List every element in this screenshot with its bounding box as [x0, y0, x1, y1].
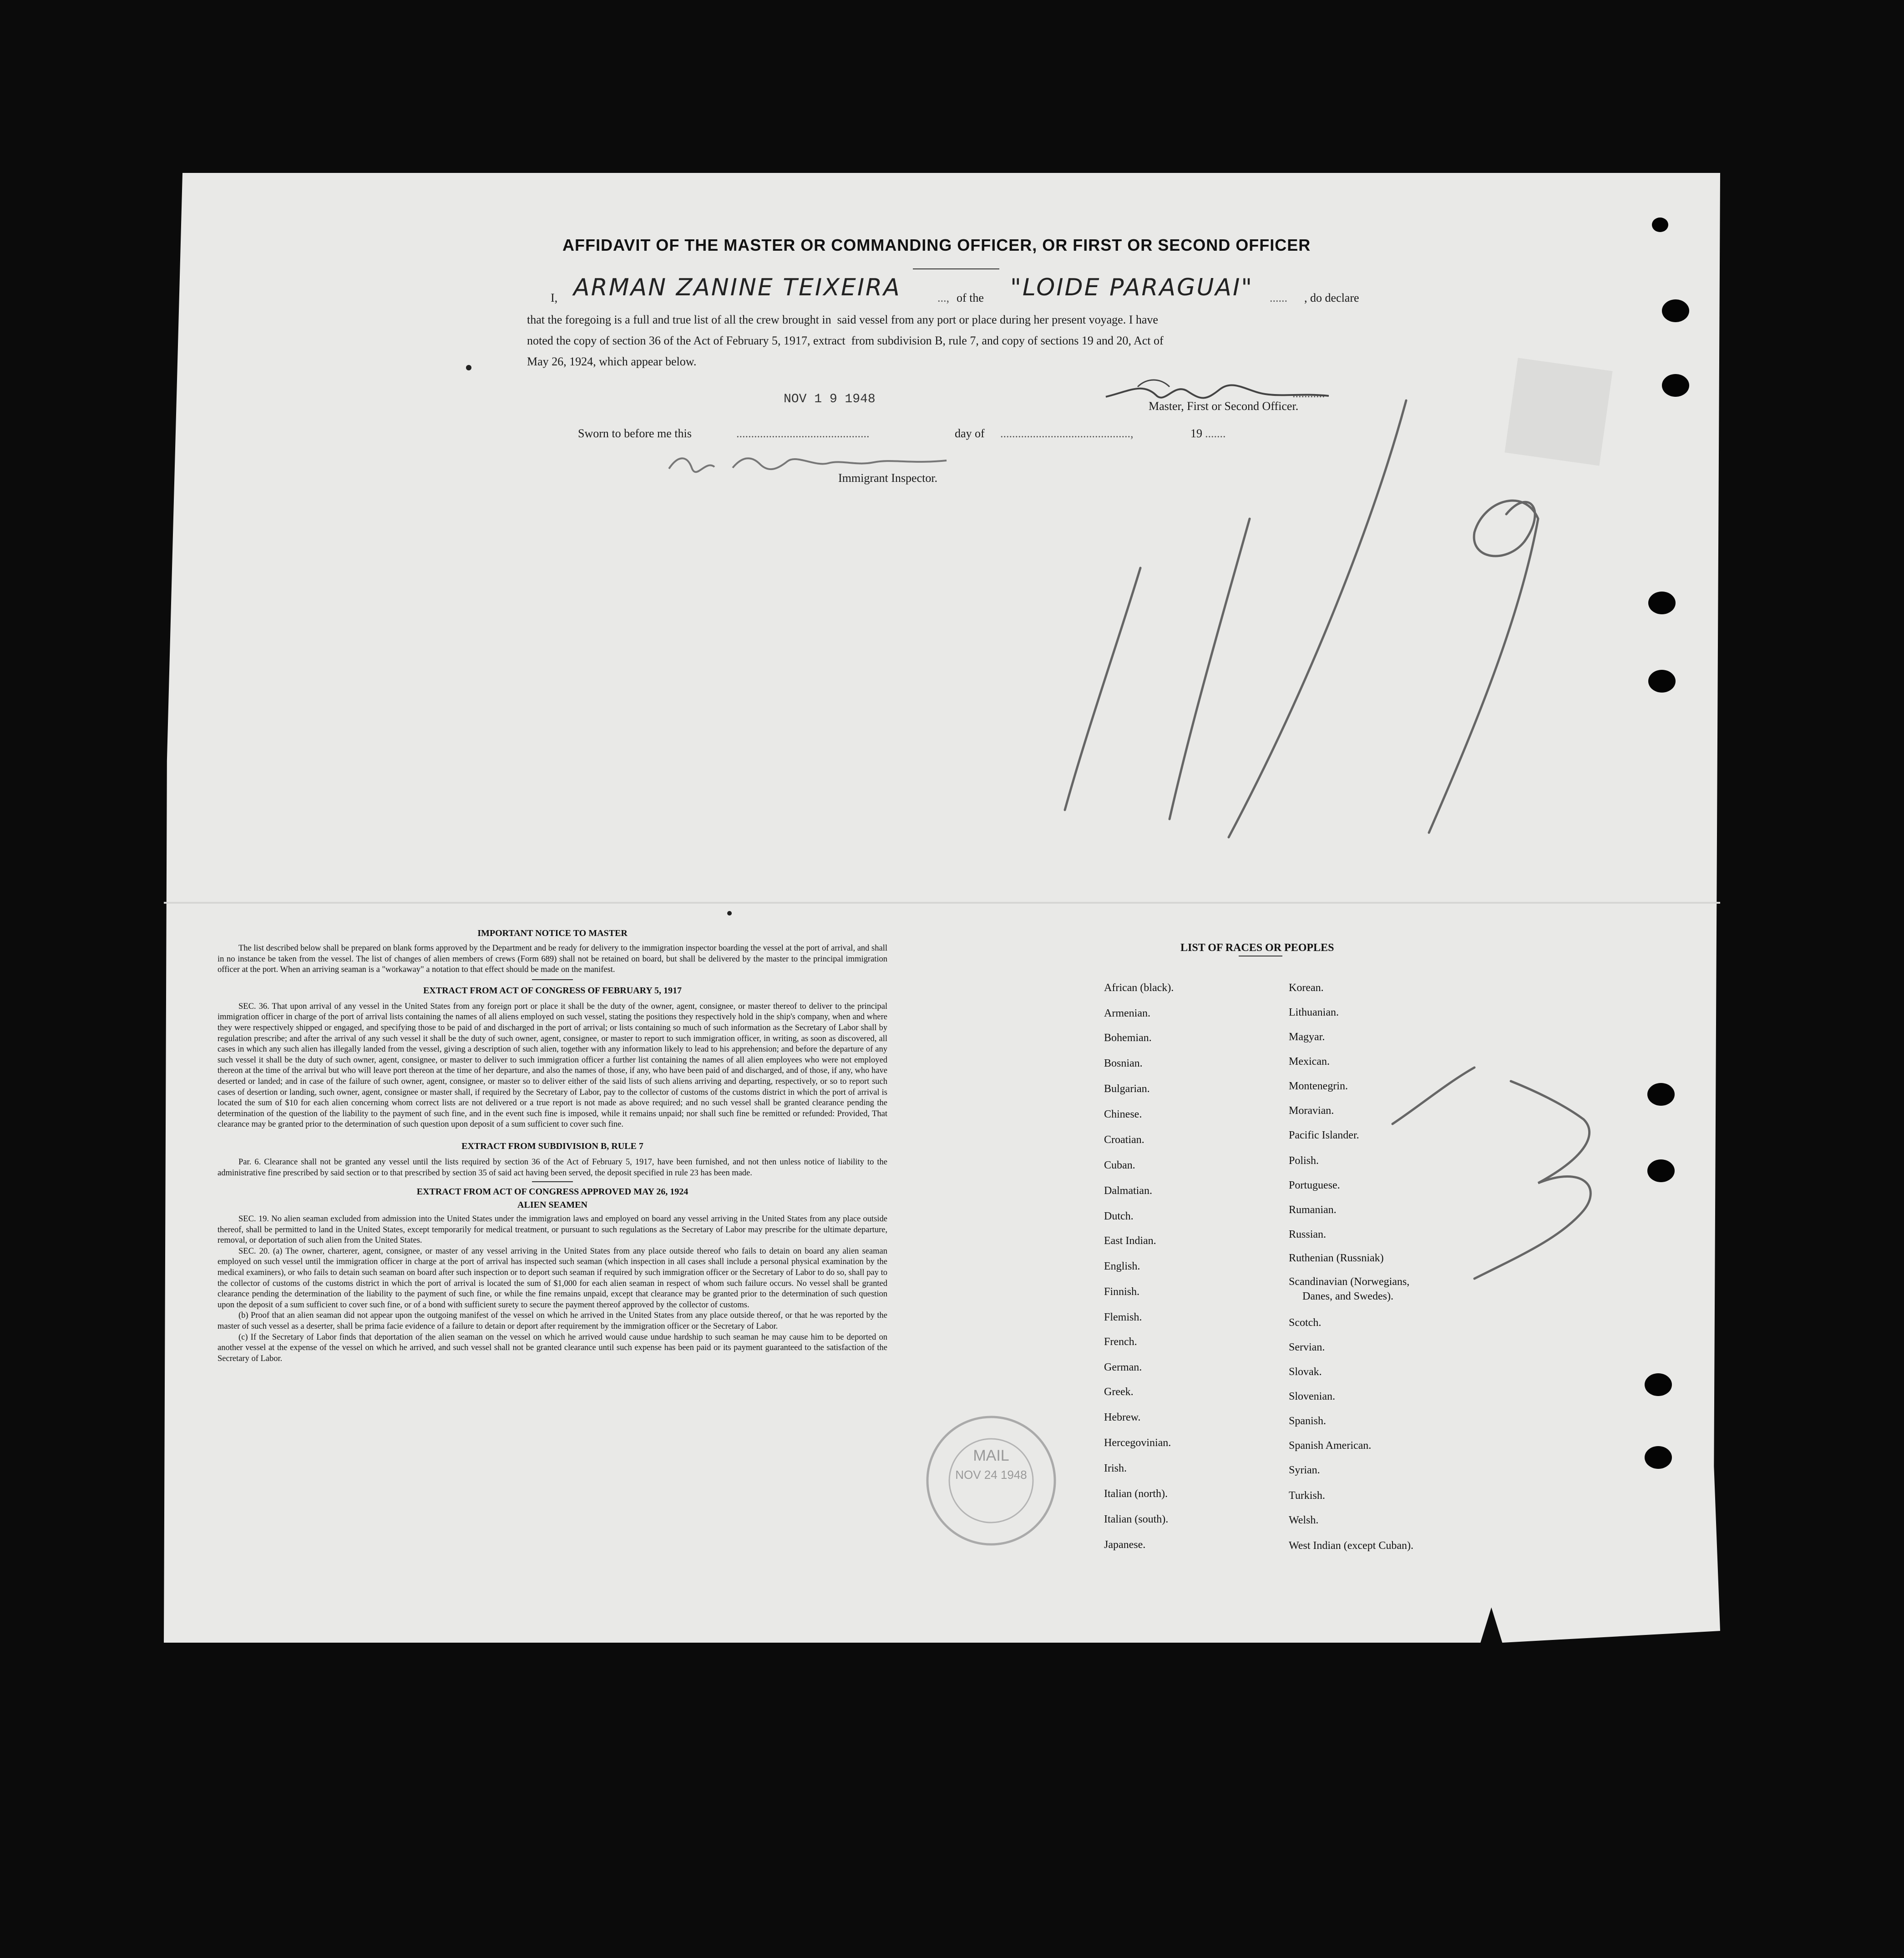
race-right-item: Ruthenian (Russniak) — [1289, 1252, 1384, 1264]
race-left-item: Irish. — [1104, 1462, 1127, 1474]
sec20b-body: (b) Proof that an alien seaman did not appear upon the outgoing manifest of the vessel on which he arrived in the United States from any place outside thereof, or that he was reported by the master of such vessel as a deserter, shall be prima facie evidence of a failure to detain or deport after requirement by the immigration officer or the Secretary of Labor. — [218, 1311, 887, 1331]
notice-heading: IMPORTANT NOTICE TO MASTER — [477, 928, 628, 938]
extract-1924-subheading: ALIEN SEAMEN — [517, 1200, 587, 1210]
race-left-item: Chinese. — [1104, 1108, 1142, 1120]
race-right-item: Danes, and Swedes). — [1302, 1290, 1393, 1302]
postmark-mail: MAIL — [973, 1447, 1009, 1464]
race-left-item: English. — [1104, 1260, 1140, 1272]
dotted-leader: ...... — [1270, 291, 1287, 304]
race-left-item: Flemish. — [1104, 1311, 1142, 1323]
race-left-item: Cuban. — [1104, 1159, 1135, 1171]
race-right-item: Korean. — [1289, 982, 1324, 994]
race-right-item: Polish. — [1289, 1155, 1319, 1167]
race-left-item: Finnish. — [1104, 1286, 1140, 1298]
year-prefix-label: 19 — [1190, 427, 1202, 440]
race-left-item: Italian (north). — [1104, 1488, 1168, 1500]
race-right-item: Russian. — [1289, 1229, 1327, 1240]
race-right-item: Magyar. — [1289, 1031, 1325, 1043]
race-right-item: Turkish. — [1289, 1490, 1325, 1502]
postmark-date: NOV 24 1948 — [955, 1468, 1027, 1482]
race-right-item: Syrian. — [1289, 1464, 1320, 1476]
race-left-item: African (black). — [1104, 982, 1174, 994]
do-declare-label: , do declare — [1304, 291, 1359, 304]
race-left-item: Armenian. — [1104, 1007, 1150, 1019]
sworn-before-label: Sworn to before me this — [578, 427, 692, 440]
race-right-item: West Indian (except Cuban). — [1289, 1540, 1413, 1552]
sec20c-body: (c) If the Secretary of Labor finds that deportation of the alien seaman on the vessel on which he arrived would cause undue hardship to such seaman he may cause him to be deported on another vessel at the expense of the vessel on which he arrived, and such vessel shall not be granted clearance until such expense has been paid or its payment guaranteed to the satisfaction of the Secretary of Labor. — [218, 1332, 887, 1363]
race-right-item: Slovenian. — [1289, 1391, 1335, 1402]
dotted-leader: ........... — [1292, 387, 1325, 400]
sec20a-body: SEC. 20. (a) The owner, charterer, agent, consignee, or master of any vessel arriving in the United States from any place outside thereof who fails to detain on board any alien seaman employed on such vessel until the immigration officer in charge at the port of arrival has inspected such seaman (which inspection in all cases shall include a personal physical examination by the medical examiners), or who fails to detain such seaman on board after such inspection or to deport such seaman if required by such immigration officer or the Secretary of Labor to do so, shall pay to the collector of customs of the customs district in which the port of arrival is located the sum of $1,000 for each alien seaman in respect of whom such failure occurs. No vessel shall be granted clearance pending the determination of the liability to the payment of such fine, or while the fine remains unpaid, except that clearance may be granted prior to the determination of such question upon the deposit of a sum sufficient to cover such fine, or of a bond with sufficient surety to secure the payment thereof approved by the collector of customs. — [218, 1246, 887, 1310]
race-left-item: Dutch. — [1104, 1210, 1134, 1222]
master-caption: Master, First or Second Officer. — [1149, 400, 1299, 413]
master-name-handwritten: ARMAN ZANINE TEIXEIRA — [573, 274, 901, 301]
race-right-item: Spanish American. — [1289, 1440, 1372, 1452]
day-of-label: day of — [955, 427, 985, 440]
race-right-item: Scandinavian (Norwegians, — [1289, 1276, 1410, 1288]
race-right-item: Welsh. — [1289, 1514, 1319, 1526]
race-left-item: Italian (south). — [1104, 1513, 1169, 1525]
date-stamp: NOV 1 9 1948 — [784, 392, 876, 406]
race-right-item: Moravian. — [1289, 1105, 1334, 1117]
extract-1917-heading: EXTRACT FROM ACT OF CONGRESS OF FEBRUARY 5, 1917 — [423, 985, 682, 996]
race-left-item: Bosnian. — [1104, 1057, 1143, 1069]
inspector-caption: Immigrant Inspector. — [838, 471, 938, 485]
race-right-item: Servian. — [1289, 1341, 1325, 1353]
race-right-item: Scotch. — [1289, 1317, 1322, 1329]
rule7-heading: EXTRACT FROM SUBDIVISION B, RULE 7 — [461, 1141, 643, 1151]
race-left-item: Hebrew. — [1104, 1412, 1141, 1423]
dotted-leader: ............................................, — [1000, 427, 1134, 440]
race-left-item: Bohemian. — [1104, 1032, 1152, 1044]
dotted-leader: ....... — [1205, 427, 1226, 440]
affidavit-line-3: noted the copy of section 36 of the Act of February 5, 1917, extract from subdivision B, rule 7, and copy of sections 19 and 20, Act of — [527, 334, 1164, 347]
ink-dot — [727, 911, 732, 916]
race-right-item: Montenegrin. — [1289, 1080, 1348, 1092]
race-right-item: Spanish. — [1289, 1415, 1327, 1427]
affidavit-title: AFFIDAVIT OF THE MASTER OR COMMANDING OFFICER, OR FIRST OR SECOND OFFICER — [562, 236, 1311, 254]
race-right-item: Lithuanian. — [1289, 1007, 1339, 1018]
notice-body: The list described below shall be prepared on blank forms approved by the Department and be ready for delivery to the immigration inspector boarding the vessel at the port of arrival, and shall in no instance be taken from the vessel. The list of changes of alien members of crews (Form 689) shall not be retained on board, but shall be delivered by the master to the principal immigration officer at the port. When an arriving seaman is a "workaway" a notation to that effect should be made on the manifest. — [218, 944, 887, 975]
vessel-name-handwritten: "LOIDE PARAGUAI" — [1010, 274, 1254, 301]
race-left-item: German. — [1104, 1361, 1142, 1373]
race-left-item: Dalmatian. — [1104, 1185, 1152, 1197]
i-label: I, — [551, 291, 558, 304]
race-right-item: Portuguese. — [1289, 1179, 1340, 1191]
extract-1917-body: SEC. 36. That upon arrival of any vessel in the United States from any foreign port or place it shall be the duty of the owner, agent, consignee, or master thereof to deliver to the principal immigration officer in charge of the port of arrival lists containing the names of all aliens employed on such vessel, stating the positions they respectively hold in the ship's company, when and where they were respectively shipped or engaged, and specifying those to be paid of and discharged in the port of arrival; or lists containing so much of such information as the Secretary of Labor shall by regulation prescribe; and after the arrival of any such vessel it shall be the duty of such owner, agent, consignee, or master to report to such immigration officer, in writing, as soon as discovered, all cases in which any such alien has illegally landed from the vessel, giving a description of such alien, together with any information likely to lead to his apprehension; and before the departure of any such vessel it shall be the duty of such owner, agent, consignee, or master to deliver to such immigration officer a further list containing the names of all alien employees who were not employed thereon at the time of the arrival but who will leave port thereon at the time of her departure, and also the names of those, if any, who have been paid of and discharged, and of those, if any, who have deserted or landed; and in case of the failure of such owner, agent, consignee, or master so to deliver either of the said lists of such aliens arriving and departing, respectively, or so to report such cases of desertion or landing, such owner, agent, consignee or master shall, if required by the Secretary of Labor, pay to the collector of customs of the customs district in which the port of arrival is located the sum of $10 for each alien concerning whom correct lists are not delivered or a true report is not made as above required; and no such vessel shall be granted clearance pending the determination of the question of the liability to the payment of such fine, and in the event such fine is imposed, while it remains unpaid; nor shall such fine be remitted or refunded: Provided, That clearance may be granted prior to the determination of such question upon deposit of a sum sufficient to cover such fine. — [218, 1002, 887, 1129]
race-right-item: Slovak. — [1289, 1366, 1322, 1378]
race-left-item: Croatian. — [1104, 1134, 1144, 1146]
race-right-item: Mexican. — [1289, 1056, 1330, 1068]
of-the-label: of the — [957, 291, 984, 304]
race-right-item: Pacific Islander. — [1289, 1129, 1359, 1141]
race-left-item: French. — [1104, 1336, 1137, 1348]
races-heading: LIST OF RACES OR PEOPLES — [1180, 942, 1334, 954]
sec19-body: SEC. 19. No alien seaman excluded from admission into the United States under the immigration laws and employed on board any vessel arriving in the United States from any place outside thereof, shall be permitted to land in the United States, except temporarily for medical treatment, or pursuant to such regulations as the Secretary of Labor may prescribe for the ultimate departure, removal, or deportation of such alien from the United States. — [218, 1214, 887, 1245]
extract-1924-heading: EXTRACT FROM ACT OF CONGRESS APPROVED MAY 26, 1924 — [416, 1187, 689, 1197]
race-left-item: Bulgarian. — [1104, 1083, 1150, 1095]
affidavit-line-4: May 26, 1924, which appear below. — [527, 355, 697, 368]
race-left-item: Greek. — [1104, 1386, 1134, 1398]
race-right-item: Rumanian. — [1289, 1204, 1337, 1216]
dotted-leader: ............................................. — [736, 427, 870, 440]
dotted-leader: ..., — [937, 291, 949, 304]
rule7-body: Par. 6. Clearance shall not be granted any vessel until the lists required by section 36 of the Act of February 5, 1917, have been furnished, and not then unless notice of liability to the administrative fine prescribed by said section or to that prescribed by section 35 of said act having been served, the deposit specified in rule 23 has been made. — [218, 1157, 887, 1178]
race-left-item: Japanese. — [1104, 1539, 1146, 1551]
section-rule — [532, 1181, 573, 1182]
race-left-item: Hercegovinian. — [1104, 1437, 1171, 1449]
affidavit-line-2: that the foregoing is a full and true list of all the crew brought in said vessel from any port or place during her present voyage. I have — [527, 313, 1158, 326]
race-left-item: East Indian. — [1104, 1235, 1156, 1247]
erasure-smudge — [1504, 358, 1612, 465]
section-rule — [532, 979, 573, 980]
